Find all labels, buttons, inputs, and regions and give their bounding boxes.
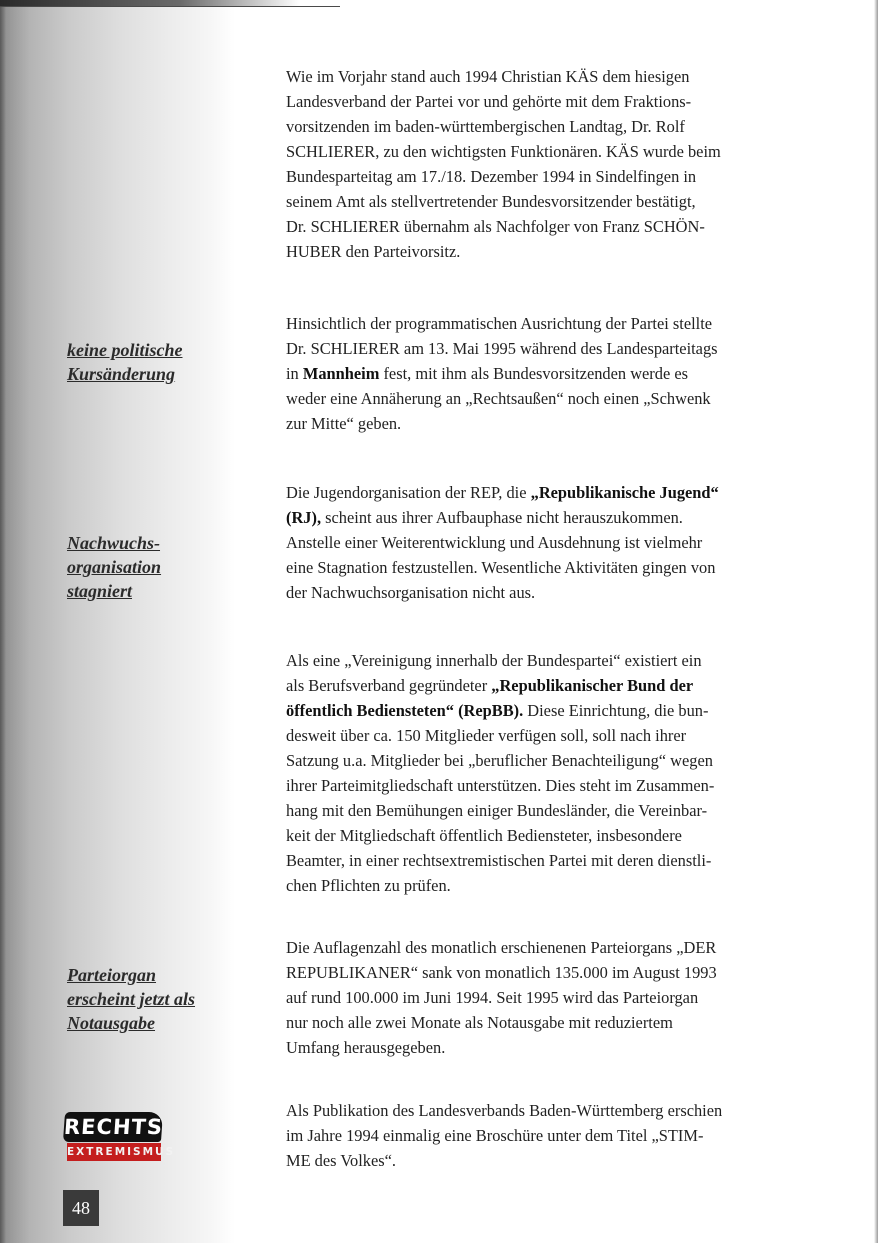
bold-term: öffentlich Bediensteten“ (RepBB). <box>286 701 524 720</box>
paragraph-line: hang mit den Bemühungen einiger Bundesländer, die Vereinbar- <box>286 801 708 820</box>
side-note-nachwuchsorganisation-stagniert <box>67 531 227 603</box>
paragraph-line: REPUBLIKANER“ sank von monatlich 135.000 im August 1993 <box>286 963 717 982</box>
paragraph-line: desweit über ca. 150 Mitglieder verfügen soll, soll nach ihrer <box>286 726 687 745</box>
page-gutter-edge <box>0 6 6 1243</box>
rechtsextremismus-logo <box>63 1112 176 1164</box>
bold-term: (RJ), <box>286 508 322 527</box>
paragraph-landesverband <box>286 64 786 264</box>
page-number: 48 <box>63 1190 99 1226</box>
bold-term: „Republikanischer Bund der <box>491 676 694 695</box>
paragraph-line: Satzung u.a. Mitglieder bei „beruflicher Benachteiligung“ wegen <box>286 751 713 770</box>
paragraph-jugendorganisation <box>286 480 786 605</box>
paragraph-line: Die Auflagenzahl des monatlich erschienenen Parteiorgans „DER <box>286 938 717 957</box>
logo-bottom-wordmark: EXTREMISMUS <box>67 1143 161 1161</box>
paragraph-line: Wie im Vorjahr stand auch 1994 Christian KÄS dem hiesigen <box>286 67 690 86</box>
logo-top-wordmark: RECHTS <box>63 1112 163 1142</box>
paragraph-line: Umfang herausgegeben. <box>286 1038 446 1057</box>
side-note-line: erscheint jetzt als <box>67 989 196 1009</box>
side-note-line: Kursänderung <box>67 364 176 384</box>
paragraph-line: auf rund 100.000 im Juni 1994. Seit 1995 wird das Parteiorgan <box>286 988 699 1007</box>
paragraph-line: eine Stagnation festzustellen. Wesentliche Aktivitäten gingen von <box>286 558 716 577</box>
paragraph-line: Die Jugendorganisation der REP, die „Republikanische Jugend“ <box>286 483 719 502</box>
top-line <box>0 6 340 7</box>
side-note-line: Nachwuchs- <box>67 533 161 553</box>
margin-shading <box>0 6 235 1243</box>
paragraph-line: als Berufsverband gegründeter „Republikanischer Bund der <box>286 676 694 695</box>
paragraph-line: der Nachwuchsorganisation nicht aus. <box>286 583 536 602</box>
side-note-parteiorgan-notausgabe <box>67 963 227 1035</box>
paragraph-line: Hinsichtlich der programmatischen Ausrichtung der Partei stellte <box>286 314 713 333</box>
side-note-line: Parteiorgan <box>67 965 157 985</box>
paragraph-line: Landesverband der Partei vor und gehörte mit dem Fraktions- <box>286 92 692 111</box>
paragraph-line: HUBER den Parteivorsitz. <box>286 242 461 261</box>
paragraph-parteiorgan <box>286 935 786 1060</box>
side-note-line: stagniert <box>67 581 133 601</box>
paragraph-programmatische-ausrichtung <box>286 311 786 436</box>
paragraph-line: öffentlich Bediensteten“ (RepBB). Diese Einrichtung, die bun- <box>286 701 709 720</box>
paragraph-line: keit der Mitgliedschaft öffentlich Bediensteter, insbesondere <box>286 826 682 845</box>
page-right-edge <box>874 0 878 1243</box>
paragraph-line: SCHLIERER, zu den wichtigsten Funktionären. KÄS wurde beim <box>286 142 721 161</box>
side-note-line: keine politische <box>67 340 183 360</box>
paragraph-line: Als Publikation des Landesverbands Baden-Württemberg erschien <box>286 1101 723 1120</box>
paragraph-repbb <box>286 648 786 898</box>
paragraph-line: nur noch alle zwei Monate als Notausgabe mit reduziertem <box>286 1013 673 1032</box>
paragraph-line: Beamter, in einer rechtsextremistischen Partei mit deren dienstli- <box>286 851 712 870</box>
paragraph-line: chen Pflichten zu prüfen. <box>286 876 451 895</box>
paragraph-line: ME des Volkes“. <box>286 1151 397 1170</box>
paragraph-line: Bundesparteitag am 17./18. Dezember 1994 in Sindelfingen in <box>286 167 697 186</box>
paragraph-line: im Jahre 1994 einmalig eine Broschüre unter dem Titel „STIM- <box>286 1126 704 1145</box>
paragraph-line: (RJ), scheint aus ihrer Aufbauphase nicht herauszukommen. <box>286 508 683 527</box>
paragraph-line: weder eine Annäherung an „Rechtsaußen“ noch einen „Schwenk <box>286 389 711 408</box>
bold-term: Mannheim <box>302 364 380 383</box>
paragraph-line: in Mannheim fest, mit ihm als Bundesvorsitzenden werde es <box>286 364 688 383</box>
paragraph-line: Als eine „Vereinigung innerhalb der Bundespartei“ existiert ein <box>286 651 702 670</box>
paragraph-line: seinem Amt als stellvertretender Bundesvorsitzender bestätigt, <box>286 192 696 211</box>
side-note-line: Notausgabe <box>67 1013 156 1033</box>
paragraph-line: vorsitzenden im baden-württembergischen Landtag, Dr. Rolf <box>286 117 685 136</box>
bold-term: „Republikanische Jugend“ <box>530 483 719 502</box>
paragraph-line: Dr. SCHLIERER übernahm als Nachfolger von Franz SCHÖN- <box>286 217 705 236</box>
paragraph-line: zur Mitte“ geben. <box>286 414 402 433</box>
side-note-keine-politische-kursaenderung <box>67 338 227 386</box>
paragraph-line: Anstelle einer Weiterentwicklung und Ausdehnung ist vielmehr <box>286 533 703 552</box>
side-note-line: organisation <box>67 557 162 577</box>
paragraph-publikation <box>286 1098 786 1173</box>
paragraph-line: Dr. SCHLIERER am 13. Mai 1995 während des Landesparteitags <box>286 339 718 358</box>
paragraph-line: ihrer Parteimitgliedschaft unterstützen. Dies steht im Zusammen- <box>286 776 715 795</box>
